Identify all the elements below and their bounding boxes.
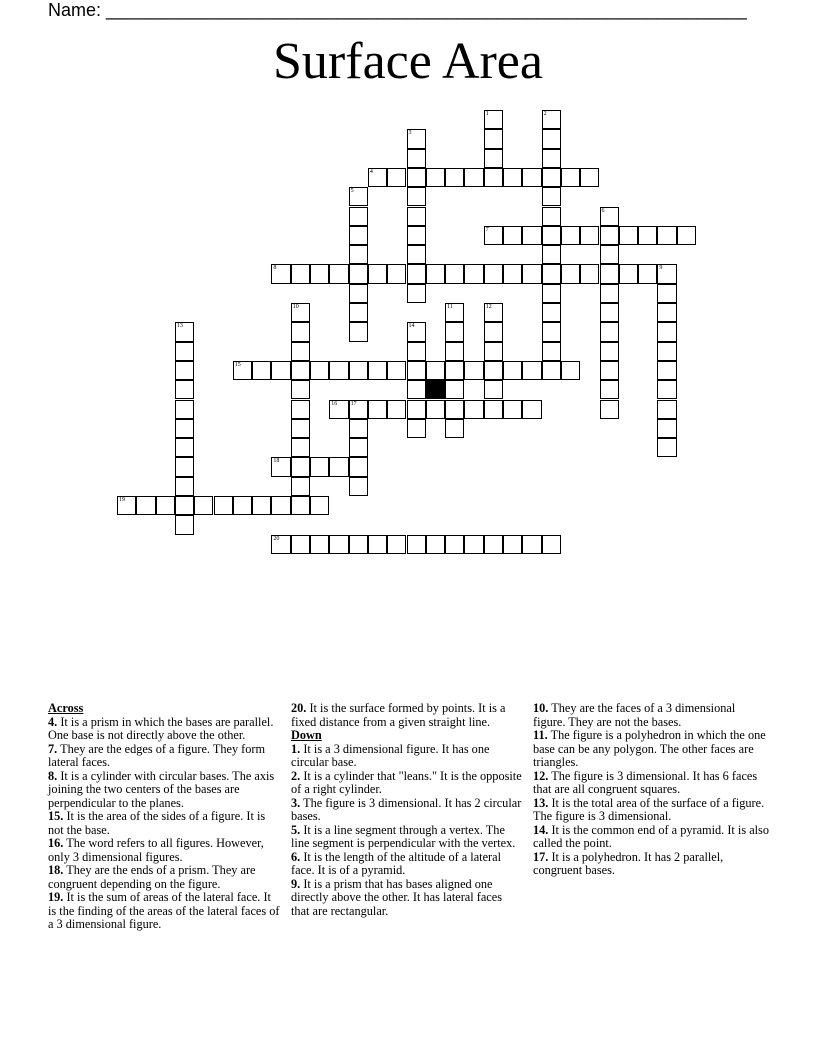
- crossword-cell[interactable]: [484, 303, 503, 322]
- clue-down-3: [291, 797, 523, 824]
- crossword-cell[interactable]: [349, 187, 368, 206]
- clue-text: They are the ends of a prism. They are congruent depending on the figure.: [48, 863, 256, 891]
- crossword-cell[interactable]: [484, 168, 503, 187]
- crossword-cell[interactable]: [522, 168, 541, 187]
- crossword-cell[interactable]: [542, 342, 561, 361]
- cell-number: 9: [659, 265, 663, 272]
- cell-number: 7: [485, 226, 489, 233]
- crossword-cell[interactable]: [580, 264, 599, 283]
- crossword-cell[interactable]: [542, 129, 561, 148]
- crossword-cell[interactable]: [600, 207, 619, 226]
- crossword-cell[interactable]: [349, 477, 368, 496]
- crossword-cell[interactable]: [175, 515, 194, 534]
- crossword-cell[interactable]: [291, 342, 310, 361]
- crossword-cell[interactable]: [349, 361, 368, 380]
- clue-across-16: [48, 837, 280, 864]
- crossword-cell[interactable]: [542, 110, 561, 129]
- crossword-cell[interactable]: [484, 110, 503, 129]
- clue-across-19: [48, 891, 280, 932]
- crossword-cell[interactable]: [117, 496, 136, 515]
- cell-number: 10: [292, 304, 299, 310]
- crossword-block: [426, 380, 445, 399]
- crossword-cell[interactable]: [464, 361, 483, 380]
- crossword-cell[interactable]: [310, 496, 329, 515]
- cell-number: 11: [447, 304, 453, 310]
- crossword-cell[interactable]: [464, 535, 483, 554]
- crossword-cell[interactable]: [600, 322, 619, 341]
- cell-number: 4: [369, 168, 373, 175]
- crossword-cell[interactable]: [657, 342, 676, 361]
- clue-down-1: [291, 743, 523, 770]
- crossword-cell[interactable]: [407, 187, 426, 206]
- crossword-cell[interactable]: [349, 245, 368, 264]
- cell-number: 20: [273, 535, 280, 542]
- crossword-cell[interactable]: [291, 361, 310, 380]
- crossword-cell[interactable]: [349, 419, 368, 438]
- crossword-cell[interactable]: [407, 226, 426, 245]
- crossword-cell[interactable]: [407, 264, 426, 283]
- crossword-cell[interactable]: [619, 264, 638, 283]
- crossword-cell[interactable]: [407, 149, 426, 168]
- crossword-cell[interactable]: [349, 535, 368, 554]
- crossword-cell[interactable]: [522, 361, 541, 380]
- clue-down-10: [533, 702, 769, 729]
- crossword-cell[interactable]: [484, 129, 503, 148]
- clue-text: It is the surface formed by points. It is a fixed distance from a given straight line.: [291, 701, 506, 729]
- clue-number: 18.: [48, 863, 64, 877]
- crossword-cell[interactable]: [291, 419, 310, 438]
- crossword-cell[interactable]: [175, 361, 194, 380]
- crossword-cell[interactable]: [271, 457, 290, 476]
- clue-number: 20.: [291, 701, 307, 715]
- crossword-cell[interactable]: [175, 400, 194, 419]
- crossword-cell[interactable]: [445, 419, 464, 438]
- clue-number: 4.: [48, 714, 58, 729]
- crossword-cell[interactable]: [522, 535, 541, 554]
- crossword-cell[interactable]: [407, 168, 426, 187]
- clue-across-4: [48, 716, 280, 743]
- crossword-cell[interactable]: [542, 264, 561, 283]
- crossword-cell[interactable]: [387, 168, 406, 187]
- crossword-cell[interactable]: [349, 438, 368, 457]
- clue-text: They are the edges of a figure. They form lateral faces.: [48, 741, 266, 769]
- crossword-cell[interactable]: [484, 400, 503, 419]
- crossword-cell[interactable]: [426, 535, 445, 554]
- crossword-cell[interactable]: [657, 226, 676, 245]
- crossword-cell[interactable]: [156, 496, 175, 515]
- crossword-cell[interactable]: [349, 207, 368, 226]
- crossword-cell[interactable]: [542, 284, 561, 303]
- clue-text: The figure is 3 dimensional. It has 2 circular bases.: [291, 795, 522, 823]
- crossword-cell[interactable]: [600, 361, 619, 380]
- cell-number: 5: [350, 188, 354, 195]
- clue-text: It is a cylinder with circular bases. The axis joining the two centers of the bases are perpendicular to the planes.: [48, 768, 275, 810]
- clue-down-11: [533, 729, 769, 770]
- clue-across-15: [48, 810, 280, 837]
- clue-across-20: [291, 702, 523, 729]
- crossword-cell[interactable]: [368, 361, 387, 380]
- crossword-cell[interactable]: [407, 207, 426, 226]
- crossword-cell[interactable]: [310, 264, 329, 283]
- crossword-cell[interactable]: [291, 264, 310, 283]
- crossword-cell[interactable]: [329, 535, 348, 554]
- crossword-cell[interactable]: [542, 303, 561, 322]
- crossword-cell[interactable]: [349, 322, 368, 341]
- cell-number: 18: [273, 458, 280, 465]
- cell-number: 15: [234, 361, 241, 368]
- crossword-cell[interactable]: [464, 400, 483, 419]
- crossword-cell[interactable]: [600, 400, 619, 419]
- crossword-cell[interactable]: [426, 400, 445, 419]
- crossword-cell[interactable]: [677, 226, 696, 245]
- clues-column-1: [48, 702, 280, 932]
- crossword-cell[interactable]: [407, 322, 426, 341]
- crossword-cell[interactable]: [175, 477, 194, 496]
- crossword-cell[interactable]: [368, 400, 387, 419]
- crossword-cell[interactable]: [561, 168, 580, 187]
- crossword-cell[interactable]: [233, 496, 252, 515]
- crossword-cell[interactable]: [464, 168, 483, 187]
- clue-down-2: [291, 770, 523, 797]
- crossword-cell[interactable]: [271, 361, 290, 380]
- crossword-cell[interactable]: [542, 226, 561, 245]
- crossword-cell[interactable]: [175, 322, 194, 341]
- crossword-cell[interactable]: [310, 361, 329, 380]
- crossword-cell[interactable]: [484, 264, 503, 283]
- crossword-cell[interactable]: [561, 361, 580, 380]
- crossword-cell[interactable]: [407, 284, 426, 303]
- crossword-cell[interactable]: [175, 438, 194, 457]
- crossword-cell[interactable]: [175, 419, 194, 438]
- crossword-cell[interactable]: [368, 168, 387, 187]
- cell-number: 6: [601, 207, 605, 214]
- crossword-cell[interactable]: [407, 129, 426, 148]
- crossword-cell[interactable]: [407, 342, 426, 361]
- crossword-cell[interactable]: [426, 168, 445, 187]
- crossword-cell[interactable]: [445, 535, 464, 554]
- clue-text: It is a cylinder that "leans." It is the opposite of a right cylinder.: [291, 768, 522, 796]
- clue-down-9: [291, 878, 523, 919]
- clue-number: 12.: [533, 768, 549, 783]
- crossword-cell[interactable]: [445, 400, 464, 419]
- crossword-cell[interactable]: [445, 322, 464, 341]
- clue-number: 19.: [48, 890, 64, 904]
- crossword-cell[interactable]: [271, 496, 290, 515]
- clue-across-7: [48, 743, 280, 770]
- crossword-cell[interactable]: [657, 322, 676, 341]
- crossword-cell[interactable]: [426, 264, 445, 283]
- crossword-cell[interactable]: [349, 226, 368, 245]
- crossword-cell[interactable]: [542, 168, 561, 187]
- clue-number: 6.: [291, 849, 301, 864]
- crossword-cell[interactable]: [291, 322, 310, 341]
- crossword-cell[interactable]: [252, 361, 271, 380]
- crossword-cell[interactable]: [291, 303, 310, 322]
- crossword-cell[interactable]: [600, 264, 619, 283]
- crossword-cell[interactable]: [542, 361, 561, 380]
- crossword-cell[interactable]: [271, 535, 290, 554]
- crossword-cell[interactable]: [580, 168, 599, 187]
- crossword-cell[interactable]: [600, 342, 619, 361]
- crossword-cell[interactable]: [291, 400, 310, 419]
- clue-number: 8.: [48, 768, 58, 783]
- crossword-cell[interactable]: [638, 226, 657, 245]
- cell-number: 13: [176, 323, 183, 330]
- clue-text: It is a prism in which the bases are parallel. One base is not directly above the other.: [48, 714, 274, 742]
- crossword-cell[interactable]: [368, 535, 387, 554]
- clue-number: 3.: [291, 795, 301, 810]
- crossword-cell[interactable]: [291, 457, 310, 476]
- clue-number: 1.: [291, 741, 301, 756]
- clue-text: It is the length of the altitude of a lateral face. It is of a pyramid.: [291, 849, 502, 877]
- crossword-cell[interactable]: [310, 535, 329, 554]
- down-header: Down: [291, 728, 322, 742]
- crossword-cell[interactable]: [600, 380, 619, 399]
- crossword-cell[interactable]: [542, 245, 561, 264]
- crossword-cell[interactable]: [484, 342, 503, 361]
- clue-number: 16.: [48, 836, 64, 850]
- crossword-cell[interactable]: [291, 535, 310, 554]
- crossword-cell[interactable]: [291, 438, 310, 457]
- clue-number: 9.: [291, 876, 301, 891]
- crossword-cell[interactable]: [561, 264, 580, 283]
- crossword-cell[interactable]: [484, 149, 503, 168]
- crossword-cell[interactable]: [522, 226, 541, 245]
- clue-down-17: [533, 851, 769, 878]
- crossword-cell[interactable]: [407, 380, 426, 399]
- crossword-cell[interactable]: [407, 419, 426, 438]
- crossword-cell[interactable]: [291, 496, 310, 515]
- crossword-cell[interactable]: [271, 264, 290, 283]
- clue-number: 11.: [533, 728, 548, 742]
- clue-text: It is the common end of a pyramid. It is also called the point.: [533, 822, 769, 850]
- clue-number: 17.: [533, 849, 549, 864]
- crossword-cell[interactable]: [387, 264, 406, 283]
- crossword-cell[interactable]: [445, 303, 464, 322]
- clue-across-8: [48, 770, 280, 811]
- crossword-cell[interactable]: [600, 245, 619, 264]
- crossword-cell[interactable]: [561, 226, 580, 245]
- clue-number: 13.: [533, 795, 549, 810]
- crossword-cell[interactable]: [657, 303, 676, 322]
- crossword-cell[interactable]: [600, 303, 619, 322]
- crossword-cell[interactable]: [329, 264, 348, 283]
- crossword-cell[interactable]: [291, 477, 310, 496]
- crossword-cell[interactable]: [503, 361, 522, 380]
- crossword-cell[interactable]: [445, 342, 464, 361]
- crossword-cell[interactable]: [291, 380, 310, 399]
- crossword-cell[interactable]: [349, 303, 368, 322]
- crossword-cell[interactable]: [503, 226, 522, 245]
- crossword-cell[interactable]: [484, 226, 503, 245]
- crossword-cell[interactable]: [503, 535, 522, 554]
- clue-text: It is a line segment through a vertex. The line segment is perpendicular with the vertex.: [291, 822, 516, 850]
- clue-text: The figure is 3 dimensional. It has 6 faces that are all congruent squares.: [533, 768, 758, 796]
- crossword-cell[interactable]: [445, 168, 464, 187]
- crossword-cell[interactable]: [368, 264, 387, 283]
- crossword-cell[interactable]: [194, 496, 213, 515]
- cell-number: 17: [350, 400, 357, 407]
- crossword-cell[interactable]: [484, 361, 503, 380]
- crossword-cell[interactable]: [175, 457, 194, 476]
- crossword-cell[interactable]: [657, 400, 676, 419]
- crossword-cell[interactable]: [175, 342, 194, 361]
- clues-column-3: [533, 702, 769, 878]
- crossword-cell[interactable]: [657, 419, 676, 438]
- crossword-cell[interactable]: [522, 264, 541, 283]
- crossword-cell[interactable]: [657, 284, 676, 303]
- clue-number: 7.: [48, 741, 58, 756]
- crossword-cell[interactable]: [542, 535, 561, 554]
- crossword-cell[interactable]: [600, 284, 619, 303]
- clue-text: It is the area of the sides of a figure. It is not the base.: [48, 809, 266, 837]
- cell-number: 8: [273, 265, 277, 272]
- crossword-cell[interactable]: [503, 400, 522, 419]
- clue-down-12: [533, 770, 769, 797]
- clue-number: 5.: [291, 822, 301, 837]
- clue-text: The figure is a polyhedron in which the one base can be any polygon. The other faces are triangles.: [533, 728, 766, 769]
- cell-number: 14: [408, 323, 415, 330]
- across-header: Across: [48, 701, 84, 715]
- clue-number: 10.: [533, 701, 549, 715]
- crossword-cell[interactable]: [638, 264, 657, 283]
- crossword-cell[interactable]: [522, 400, 541, 419]
- clue-number: 15.: [48, 809, 64, 823]
- crossword-cell[interactable]: [175, 380, 194, 399]
- crossword-cell[interactable]: [426, 361, 445, 380]
- crossword-cell[interactable]: [657, 264, 676, 283]
- cell-number: 16: [331, 400, 338, 407]
- clue-text: It is a prism that has bases aligned one directly above the other. It has lateral faces that are rectangular.: [291, 876, 502, 918]
- crossword-cell[interactable]: [600, 226, 619, 245]
- crossword-cell[interactable]: [349, 457, 368, 476]
- crossword-cell[interactable]: [329, 361, 348, 380]
- clue-text: It is a 3 dimensional figure. It has one circular base.: [291, 741, 490, 769]
- clue-text: It is a polyhedron. It has 2 parallel, congruent bases.: [533, 849, 724, 877]
- crossword-cell[interactable]: [657, 361, 676, 380]
- crossword-cell[interactable]: [484, 380, 503, 399]
- crossword-cell[interactable]: [445, 380, 464, 399]
- crossword-cell[interactable]: [657, 380, 676, 399]
- clue-number: 2.: [291, 768, 301, 783]
- crossword-cell[interactable]: [484, 535, 503, 554]
- crossword-cell[interactable]: [329, 400, 348, 419]
- crossword-cell[interactable]: [349, 400, 368, 419]
- crossword-cell[interactable]: [252, 496, 271, 515]
- crossword-cell[interactable]: [542, 149, 561, 168]
- crossword-cell[interactable]: [407, 535, 426, 554]
- clue-down-13: [533, 797, 769, 824]
- clues-column-2: [291, 702, 523, 918]
- cell-number: 19: [119, 497, 125, 503]
- clue-number: 14.: [533, 822, 549, 837]
- crossword-cell[interactable]: [445, 361, 464, 380]
- clue-down-6: [291, 851, 523, 878]
- crossword-cell[interactable]: [619, 226, 638, 245]
- crossword-cell[interactable]: [445, 264, 464, 283]
- crossword-cell[interactable]: [387, 535, 406, 554]
- clue-text: It is the total area of the surface of a figure. The figure is 3 dimensional.: [533, 795, 765, 823]
- crossword-cell[interactable]: [175, 496, 194, 515]
- clue-text: The word refers to all figures. However, only 3 dimensional figures.: [48, 836, 264, 864]
- crossword-cell[interactable]: [542, 322, 561, 341]
- crossword-cell[interactable]: [387, 361, 406, 380]
- crossword-cell[interactable]: [407, 400, 426, 419]
- cell-number: 2: [543, 111, 547, 117]
- crossword-cell[interactable]: [387, 400, 406, 419]
- clue-text: It is the sum of areas of the lateral face. It is the finding of the areas of the lateral faces of a 3 dimensional figure.: [48, 890, 280, 931]
- clue-text: They are the faces of a 3 dimensional figure. They are not the bases.: [533, 701, 736, 729]
- cell-number: 1: [485, 111, 489, 117]
- crossword-cell[interactable]: [580, 226, 599, 245]
- clue-across-18: [48, 864, 280, 891]
- cell-number: 3: [408, 130, 412, 137]
- clue-down-5: [291, 824, 523, 851]
- crossword-cell[interactable]: [484, 322, 503, 341]
- name-field-label: Name: ________________________________________________________________: [48, 0, 747, 20]
- clue-down-14: [533, 824, 769, 851]
- crossword-cell[interactable]: [407, 245, 426, 264]
- crossword-cell[interactable]: [503, 168, 522, 187]
- crossword-cell[interactable]: [214, 496, 233, 515]
- crossword-cell[interactable]: [542, 207, 561, 226]
- crossword-cell[interactable]: [136, 496, 155, 515]
- crossword-cell[interactable]: [464, 264, 483, 283]
- page-title: Surface Area: [273, 33, 543, 90]
- cell-number: 12: [485, 304, 492, 310]
- crossword-cell[interactable]: [542, 187, 561, 206]
- crossword-cell[interactable]: [349, 264, 368, 283]
- crossword-cell[interactable]: [329, 457, 348, 476]
- crossword-cell[interactable]: [233, 361, 252, 380]
- crossword-cell[interactable]: [407, 361, 426, 380]
- crossword-cell[interactable]: [503, 264, 522, 283]
- crossword-cell[interactable]: [349, 284, 368, 303]
- crossword-cell[interactable]: [310, 457, 329, 476]
- crossword-cell[interactable]: [657, 438, 676, 457]
